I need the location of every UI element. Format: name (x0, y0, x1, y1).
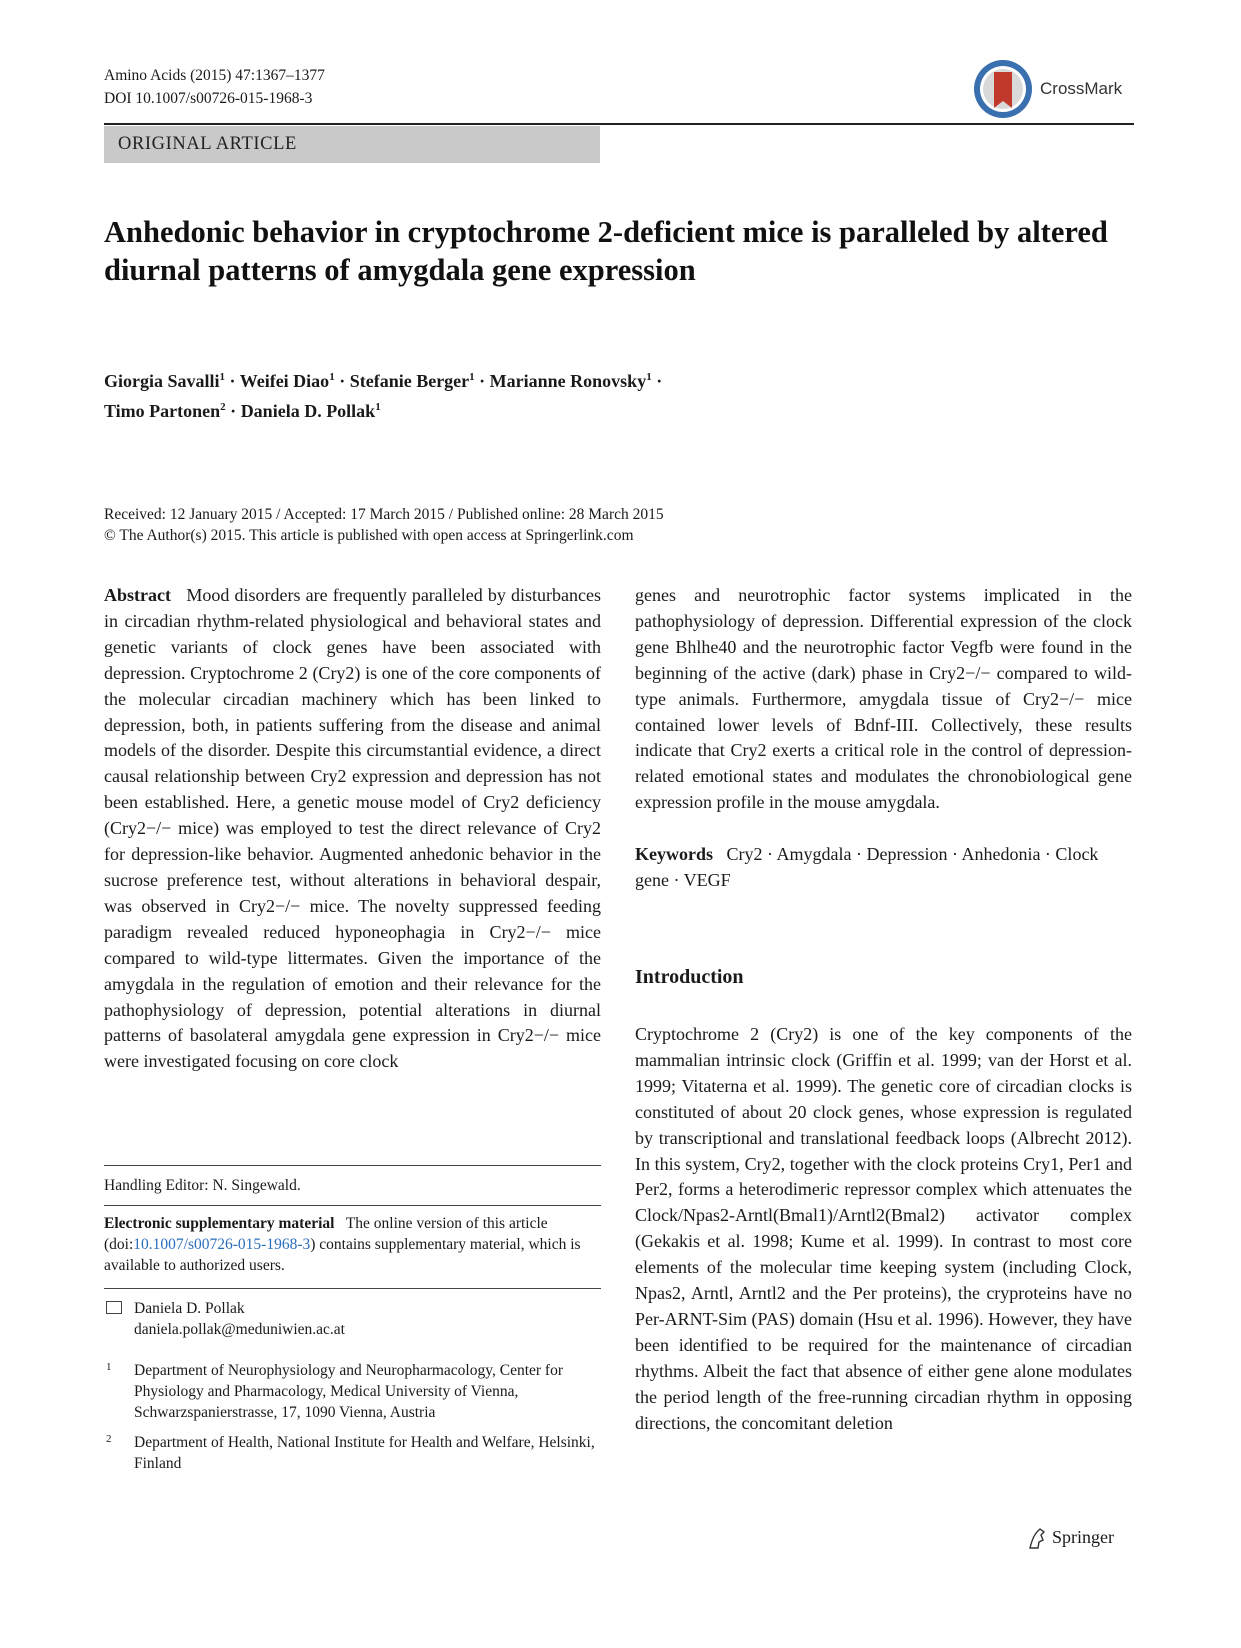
section-label: ORIGINAL ARTICLE (118, 134, 297, 154)
supplementary-text-2: ) contains supplementary material, which is available to authorized users. (104, 1236, 581, 1274)
abstract-block (104, 583, 601, 1075)
affiliation-1 (104, 1360, 601, 1423)
footnote-rule (104, 1205, 601, 1206)
author[interactable]: Giorgia Savalli (104, 371, 220, 391)
journal-citation: Amino Acids (2015) 47:1367–1377 (104, 67, 325, 84)
article-title: Anhedonic behavior in cryptochrome 2-deficient mice is paralleled by altered diurnal patterns of amygdala gene expression (104, 215, 1108, 287)
springer-logo-text: Springer (1052, 1527, 1114, 1547)
affiliation-2 (104, 1432, 601, 1474)
abstract-text-continued: genes and neurotrophic factor systems implicated in the pathophysiology of depression. Differential expression of the clock gene Bhlhe40 and the neurotrophic factor Vegfb were found in the beginning of the active (dark) phase in Cry2−/− compared to wild-type animals. Furthermore, amygdala tissue of Cry2−/− mice contained lower levels of Bdnf-III. Collectively, these results indicate that Cry2 exerts a critical role in the control of depression-related emotional states and modulates the chronobiological gene expression profile in the mouse amygdala. (635, 585, 1132, 813)
affiliation-mark: 1 (646, 371, 652, 383)
corresponding-email[interactable]: daniela.pollak@meduniwien.ac.at (134, 1321, 345, 1338)
affiliation-mark: 1 (469, 371, 475, 383)
corresponding-author (104, 1298, 601, 1340)
affiliation-mark: 1 (375, 401, 381, 413)
affiliation-mark: 1 (329, 371, 335, 383)
affiliation-number: 2 (106, 1433, 112, 1445)
header-rule (104, 123, 1134, 125)
introduction-heading: Introduction (635, 966, 744, 988)
supplementary-doi-link[interactable]: 10.1007/s00726-015-1968-3 (133, 1236, 311, 1253)
envelope-icon (106, 1301, 122, 1314)
journal-header (104, 64, 325, 110)
author[interactable]: Timo Partonen (104, 401, 221, 421)
supplementary-label: Electronic supplementary material (104, 1215, 335, 1232)
author[interactable]: Stefanie Berger (349, 371, 470, 391)
author[interactable]: Daniela D. Pollak (240, 401, 376, 421)
abstract-label: Abstract (104, 585, 171, 605)
history-line: Received: 12 January 2015 / Accepted: 17 March 2015 / Published online: 28 March 2015 (104, 506, 664, 523)
affiliation-text: Department of Neurophysiology and Neuropharmacology, Center for Physiology and Pharmacology, Medical University of Vienna, Schwarzspanierstrasse, 17, 1090 Vienna, Austria (134, 1362, 563, 1421)
supplementary-text-1: The online version of this article (doi: (104, 1215, 548, 1253)
handling-editor: Handling Editor: N. Singewald. (104, 1177, 301, 1194)
affiliation-text: Department of Health, National Institute for Health and Welfare, Helsinki, Finland (134, 1434, 595, 1472)
supplementary-note (104, 1213, 601, 1276)
affiliation-number: 1 (106, 1361, 112, 1373)
affiliation-mark: 2 (220, 401, 226, 413)
keywords-text: Cry2 · Amygdala · Depression · Anhedonia · Clock gene · VEGF (635, 844, 1099, 891)
author-list: Giorgia Savalli$^1$ · Weifei Diao$^1$ · Stefanie Berger$^1$ · Marianne Ronovsky$^1$ · Timo Partonen$^2$ · Daniela D. Pollak$^1$ (104, 371, 663, 421)
publication-dates (104, 504, 664, 546)
affiliation-mark: 1 (219, 371, 226, 383)
corresponding-name: Daniela D. Pollak (134, 1300, 245, 1317)
footnote-rule (104, 1165, 601, 1166)
keywords-block (635, 842, 1132, 894)
author[interactable]: Weifei Diao (239, 371, 330, 391)
abstract-continued (635, 583, 1132, 894)
springer-horse-icon (1026, 1526, 1048, 1550)
footnote-rule (104, 1288, 601, 1289)
license-line: © The Author(s) 2015. This article is published with open access at Springerlink.com (104, 527, 634, 544)
section-banner (104, 126, 600, 163)
crossmark-icon[interactable] (972, 58, 1034, 120)
introduction-text: Cryptochrome 2 (Cry2) is one of the key components of the mammalian intrinsic clock (Griffin et al. 1999; van der Horst et al. 1999; Vitaterna et al. 1999). The genetic core of circadian clocks is constituted of about 20 clock genes, whose expression is regulated by transcriptional and translational feedback loops (Albrecht 2012). In this system, Cry2, together with the clock proteins Cry1, Per1 and Per2, forms a heterodimeric repressor complex which attenuates the Clock/Npas2-Arntl(Bmal1)/Arntl2(Bmal2) activator complex (Gekakis et al. 1998; Kume et al. 1999). In contrast to most core elements of the molecular time keeping system (including Clock, Npas2, Arntl, Arntl2 and the Per proteins), the cryproteins have no Per-ARNT-Sim (PAS) domain (Hsu et al. 1996). However, they have been identified to be required for the maintenance of circadian rhythms. Albeit the fact that absence of either gene alone modulates the period length of the free-running circadian rhythm in opposing directions, the concomitant deletion (635, 1024, 1132, 1433)
author[interactable]: Marianne Ronovsky (489, 371, 647, 391)
journal-doi: DOI 10.1007/s00726-015-1968-3 (104, 90, 313, 107)
abstract-text: Mood disorders are frequently paralleled by disturbances in circadian rhythm-related physiological and behavioral states and genetic variants of clock genes have been associated with depression. Cryptochrome 2 (Cry2) is one of the core components of the molecular circadian machinery which has been linked to depression, both, in patients suffering from the disease and animal models of the disorder. Despite this circumstantial evidence, a direct causal relationship between Cry2 expression and depression has not been established. Here, a genetic mouse model of Cry2 deficiency (Cry2−/− mice) was employed to test the direct relevance of Cry2 for depression-like behavior. Augmented anhedonic behavior in the sucrose preference test, without alterations in behavioral despair, was observed in Cry2−/− mice. The novelty suppressed feeding paradigm revealed reduced hyponeophagia in Cry2−/− mice compared to wild-type littermates. Given the importance of the amygdala in the regulation of emotion and their relevance for the pathophysiology of depression, potential alterations in diurnal patterns of basolateral amygdala gene expression in Cry2−/− mice were investigated focusing on core clock (104, 585, 601, 1072)
keywords-label: Keywords (635, 844, 713, 865)
crossmark-label[interactable]: CrossMark (1040, 79, 1123, 98)
